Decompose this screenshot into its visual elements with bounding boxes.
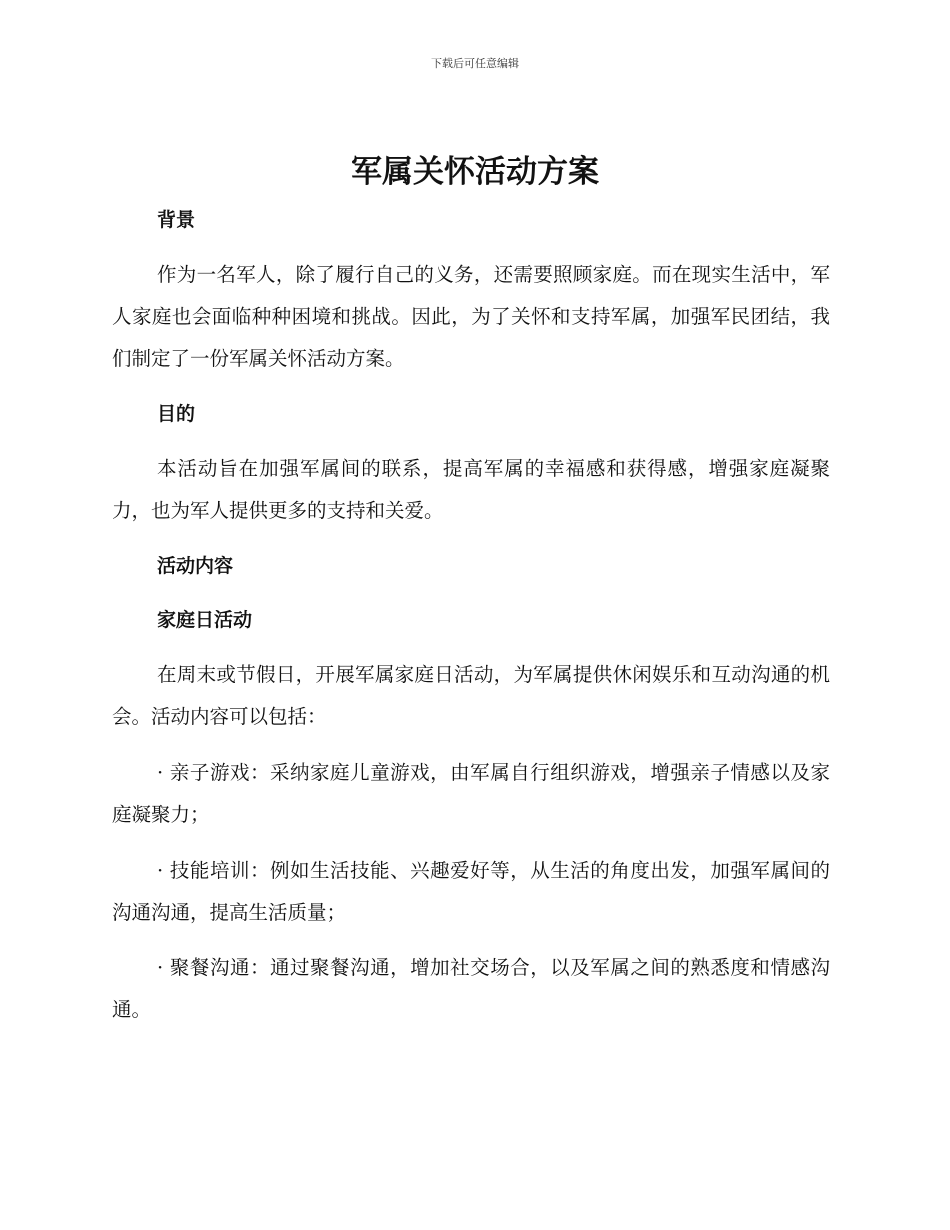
paragraph-background: 作为一名军人，除了履行自己的义务，还需要照顾家庭。而在现实生活中，军人家庭也会面临种种困境和挑战。因此，为了关怀和支持军属，加强军民团结，我们制定了一份军属关怀活动方案。 — [112, 263, 830, 370]
paragraph-purpose: 本活动旨在加强军属间的联系，提高军属的幸福感和获得感，增强家庭凝聚力，也为军人提供更多的支持和关爱。 — [112, 457, 830, 522]
page-title: 军属关怀活动方案 — [351, 154, 599, 190]
list-item: · 亲子游戏：采纳家庭儿童游戏，由军属自行组织游戏，增强亲子情感以及家庭凝聚力； — [112, 761, 830, 826]
paragraph-family-day-intro: 在周末或节假日，开展军属家庭日活动，为军属提供休闲娱乐和互动沟通的机会。活动内容可以包括： — [112, 663, 830, 728]
header-note: 下载后可任意编辑 — [431, 57, 519, 70]
heading-activity-content: 活动内容 — [157, 555, 234, 577]
list-item: · 聚餐沟通：通过聚餐沟通，增加社交场合，以及军属之间的熟悉度和情感沟通。 — [112, 956, 830, 1021]
heading-family-day: 家庭日活动 — [157, 609, 253, 631]
list-item: · 技能培训：例如生活技能、兴趣爱好等，从生活的角度出发，加强军属间的沟通沟通，提高生活质量； — [112, 859, 830, 924]
heading-purpose: 目的 — [157, 403, 196, 425]
heading-background: 背景 — [157, 209, 196, 231]
